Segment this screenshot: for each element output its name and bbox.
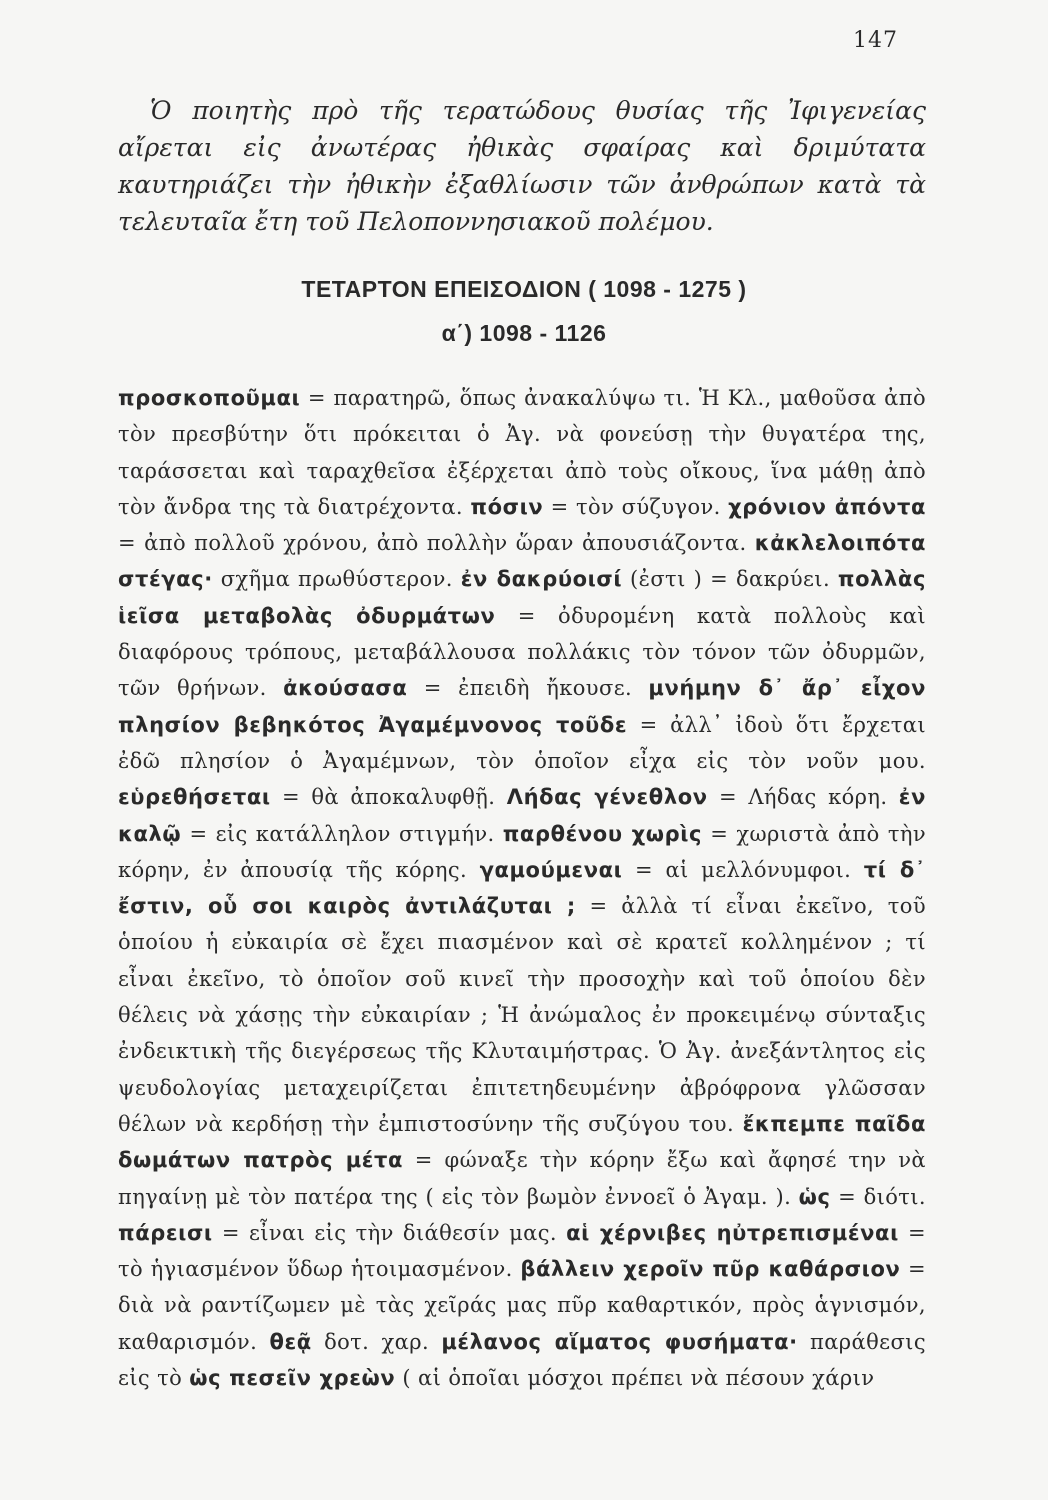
lemma-term: αἱ χέρνιβες ηὐτρεπισμέναι [566, 1220, 899, 1245]
lemma-gloss: = ὀδυρομένη κατὰ πολλοὺς καὶ διαφόρους τρόπους, μεταβάλλουσα πολλάκις τὸν τόνον τῶν ὀδυρμῶν, τῶν θρήνων. [118, 603, 926, 701]
lemma-gloss: = Λήδας κόρη. [707, 785, 899, 810]
commentary-paragraph [118, 380, 926, 1396]
lemma-gloss: παράθεσις εἰς τὸ [118, 1329, 926, 1391]
lemma-gloss: = αἱ μελλόνυμφοι. [622, 857, 864, 882]
lemma-term: παρθένου χωρὶς [502, 821, 703, 846]
lemma-gloss: = θὰ ἀποκαλυφθῇ. [270, 785, 507, 810]
lemma-term: ὡς [798, 1184, 831, 1209]
lemma-gloss: = ἀλλὰ τί εἶναι ἐκεῖνο, τοῦ ὁποίου ἡ εὐκαιρία σὲ ἔχει πιασμένον καὶ σὲ κρατεῖ κολλημένον ; τί εἶναι ἐκεῖνο, τὸ ὁποῖον σοῦ κινεῖ τὴν προσοχὴν καὶ τοῦ ὁποίου δὲν θέλεις νὰ χάσῃς τὴν εὐκαιρίαν ; Ἡ ἀνώμαλος ἐν προκειμένῳ σύνταξις ἐνδεικτικὴ τῆς διεγέρσεως τῆς Κλυταιμήστρας. Ὁ Ἀγ. ἀνεξάντλητος εἰς ψευδολογίας μεταχειρίζεται ἐπιτετηδευμένην ἀβρόφρονα γλῶσσαν θέλων νὰ κερδήσῃ τὴν ἐμπιστοσύνην τῆς συζύγου του. [118, 894, 927, 1136]
lemma-term: ἔκπεμπε παῖδα δωμάτων πατρὸς μέτα [118, 1111, 926, 1173]
lemma-term: τί δ᾽ ἔστιν, οὗ σοι καιρὸς ἀντιλάζυται ; [118, 857, 926, 919]
intro-paragraph [118, 92, 926, 240]
lemma-term: πόσιν [470, 494, 544, 519]
lemma-gloss: = διὰ νὰ ραντίζωμεν μὲ τὰς χεῖράς μας πῦρ καθαρτικόν, πρὸς ἁγνισμόν, καθαρισμόν. [118, 1257, 926, 1354]
lemma-gloss: = ἀπὸ πολλοῦ χρόνου, ἀπὸ πολλὴν ὥραν ἀπουσιάζοντα. [118, 531, 755, 556]
lemma-gloss: = διότι. [830, 1184, 927, 1209]
lemma-term: γαμούμεναι [479, 857, 623, 882]
lemma-term: εὑρεθήσεται [118, 785, 271, 810]
lemma-gloss: = χωριστὰ ἀπὸ τὴν κόρην, ἐν ἀπουσίᾳ τῆς κόρης. [118, 821, 926, 882]
lemma-gloss: = τὸ ἡγιασμένον ὕδωρ ἡτοιμασμένον. [118, 1220, 926, 1282]
lemma-term: ὡς πεσεῖν χρεὼν [189, 1366, 396, 1391]
lemma-term: Λήδας γένεθλον [506, 785, 708, 810]
lemma-term: πολλὰς ἱεῖσα μεταβολὰς ὀδυρμάτων [118, 567, 926, 628]
lemma-term: κἀκλελοιπότα στέγας· [118, 531, 926, 592]
lemma-gloss: ( αἱ ὁποῖαι μόσχοι πρέπει νὰ πέσουν χάριν [395, 1366, 875, 1391]
page-number: 147 [853, 28, 898, 53]
lemma-term: χρόνιον ἀπόντα [728, 494, 926, 519]
lemma-term: ἀκούσασα [283, 676, 408, 701]
lemma-gloss: = εἰς κατάλληλον στιγμήν. [181, 821, 503, 846]
lemma-term: ἐν δακρύοισί [460, 567, 623, 592]
intro-text: Ὁ ποιητὴς πρὸ τῆς τερατώδους θυσίας τῆς Ἰφιγενείας αἴρεται εἰς ἀνωτέρας ἠθικὰς σφαίρας καὶ δριμύτατα καυτηριάζει τὴν ἠθικὴν ἐξαθλίωσιν τῶν ἀνθρώπων κατὰ τὰ τελευταῖα ἔτη τοῦ Πελοποννησιακοῦ πολέμου. [118, 96, 926, 236]
lemma-gloss: = εἶναι εἰς τὴν διάθεσίν μας. [212, 1220, 567, 1245]
episode-heading: ΤΕΤΑΡΤΟΝ ΕΠΕΙΣΟΔΙΟΝ ( 1098 - 1275 ) [301, 276, 747, 302]
lemma-gloss: = παρατηρῶ, ὅπως ἀνακαλύψω τι. Ἡ Κλ., μαθοῦσα ἀπὸ τὸν πρεσβύτην ὅτι πρόκειται ὁ Ἀγ. νὰ φονεύσῃ τὴν θυγατέρα της, ταράσσεται καὶ ταραχθεῖσα ἐξέρχεται ἀπὸ τοὺς οἴκους, ἵνα μάθῃ ἀπὸ τὸν ἄνδρα της τὰ διατρέχοντα. [118, 386, 926, 519]
lemma-gloss: σχῆμα πρωθύστερον. [212, 567, 461, 592]
lemma-term: μέλανος αἵματος φυσήματα· [441, 1329, 798, 1354]
lemma-term: μνήμην δ᾽ ἄρ᾽ εἶχον πλησίον βεβηκότος Ἀγαμέμνονος τοῦδε [118, 676, 926, 737]
lemma-term: θεᾷ [269, 1329, 312, 1354]
part-heading: α΄) 1098 - 1126 [441, 320, 607, 346]
lemma-gloss: = ἐπειδὴ ἤκουσε. [407, 676, 649, 701]
lemma-gloss: = ἀλλ᾽ ἰδοὺ ὅτι ἔρχεται ἐδῶ πλησίον ὁ Ἀγαμέμνων, τὸν ὁποῖον εἶχα εἰς τὸν νοῦν μου. [118, 712, 927, 773]
lemma-gloss: δοτ. χαρ. [311, 1329, 442, 1354]
lemma-term: προσκοποῦμαι [118, 386, 301, 410]
lemma-term: πάρεισι [118, 1220, 213, 1245]
lemma-term: βάλλειν χεροῖν πῦρ καθάρσιον [520, 1257, 901, 1282]
lemma-gloss: = τὸν σύζυγον. [543, 494, 729, 519]
lemma-gloss: = φώναξε τὴν κόρην ἔξω καὶ ἄφησέ την νὰ πηγαίνῃ μὲ τὸν πατέρα της ( εἰς τὸν βωμὸν ἐννοεῖ ὁ Ἀγαμ. ). [118, 1148, 927, 1209]
lemma-term: ἐν καλῷ [118, 785, 926, 846]
lemma-gloss: (ἐστι ) = δακρύει. [622, 567, 838, 592]
